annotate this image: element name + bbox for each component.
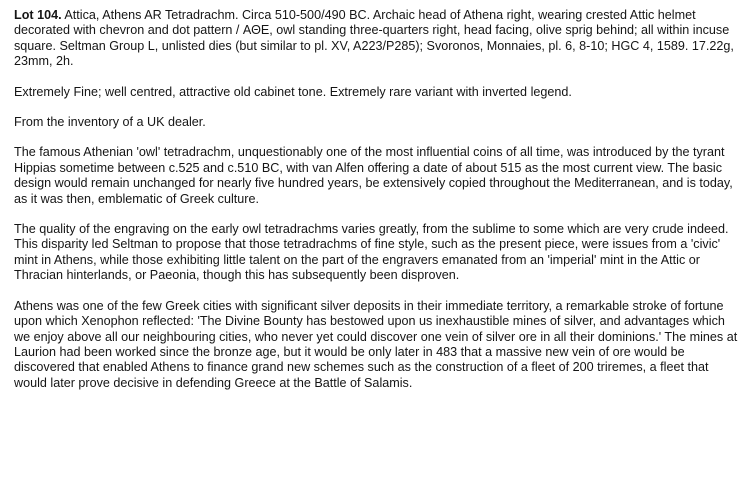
lot-description: Attica, Athens AR Tetradrachm. Circa 510-500/490 BC. Archaic head of Athena right, wearing crested Attic helmet decorated with chevron and dot pattern / ΑΘΕ, owl standing three-quarters right, head facing, olive sprig behind; all within incuse square. Seltman Group L, unlisted dies (but similar to pl. XV, A223/P285); Svoronos, Monnaies, pl. 6, 8-10; HGC 4, 1589. 17.22g, 23mm, 2h. [14,8,734,69]
grade-paragraph: Extremely Fine; well centred, attractive old cabinet tone. Extremely rare variant with inverted legend. [14,84,572,99]
provenance-paragraph: From the inventory of a UK dealer. [14,115,206,130]
lot-number: Lot 104. [14,8,62,22]
engraving-paragraph: The quality of the engraving on the early owl tetradrachms varies greatly, from the sublime to some which are very crude indeed. This disparity led Seltman to propose that those tetradrachms of fine style, such as the present piece, were issues from a 'civic' mint in Athens, while those exhibiting little talent on the part of the engravers emanated from an 'imperial' mint in the Attic or Thracian hinterlands, or Paeonia, though this has subsequently been disproven. [14,222,729,283]
history-paragraph: The famous Athenian 'owl' tetradrachm, unquestionably one of the most influential coins of all time, was introduced by the tyrant Hippias sometime between c.525 and c.510 BC, with van Alfen offering a date of about 515 as the most current view. The basic design would remain unchanged for nearly five hundred years, be extensively copied throughout the Mediterranean, and is today, as it was then, emblematic of Greek culture. [14,145,733,206]
silver-mines-paragraph: Athens was one of the few Greek cities with significant silver deposits in their immediate territory, a remarkable stroke of fortune upon which Xenophon reflected: 'The Divine Bounty has bestowed upon us inexhaustible mines of silver, and advantages which we enjoy above all our neighbouring cities, who never yet could discover one vein of silver ore in all their dominions.' The mines at Laurion had been worked since the bronze age, but it would be only later in 483 that a massive new vein of ore would be discovered that enabled Athens to finance grand new schemes such as the construction of a fleet of 200 triremes, a fleet that would later prove decisive in defending Greece at the Battle of Salamis. [14,298,738,390]
lot-description-document [14,8,738,406]
lot-heading-paragraph [14,8,738,70]
